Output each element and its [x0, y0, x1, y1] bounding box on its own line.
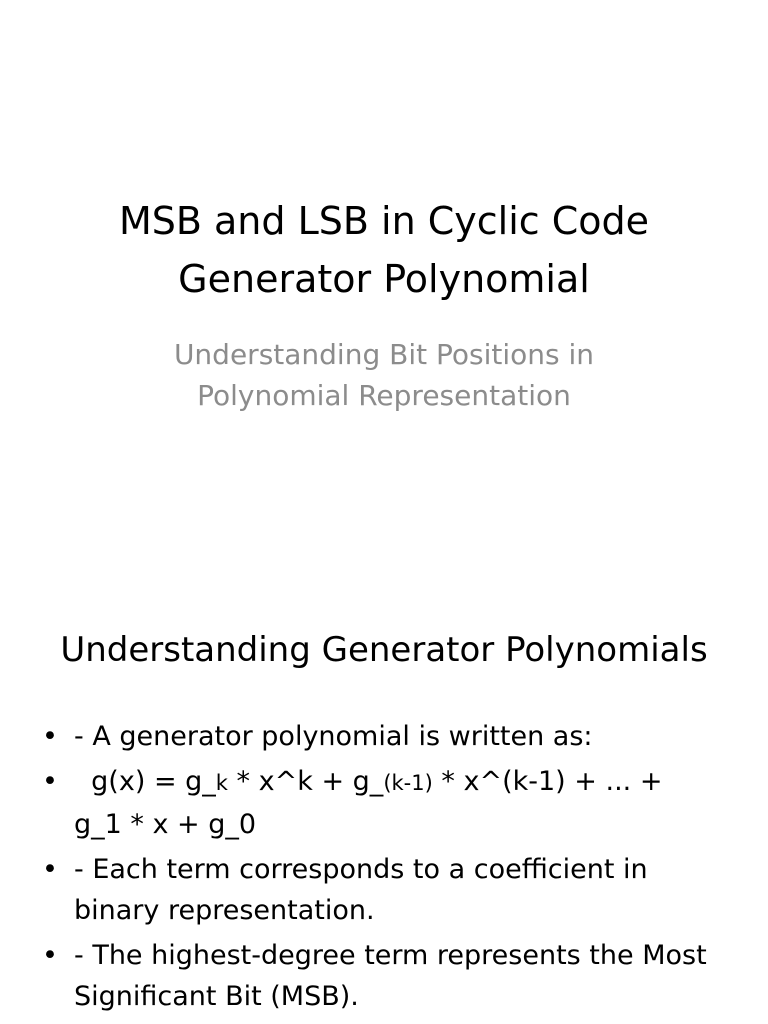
content-slide-title: Understanding Generator Polynomials: [60, 630, 708, 670]
bullet-text: - A generator polynomial is written as:: [74, 721, 593, 752]
bullet-item: [38, 716, 718, 757]
formula-part: g(x) = g_: [74, 766, 216, 797]
bullet-icon: •: [42, 721, 58, 752]
formula-part: * x^k + g_: [227, 766, 384, 797]
bullet-list: [38, 716, 718, 1021]
bullet-icon: •: [42, 766, 58, 797]
subtitle-line-2: Polynomial Representation: [197, 379, 571, 412]
bullet-icon: •: [42, 940, 58, 971]
bullet-text: - Each term corresponds to a coefficient in binary representation.: [74, 854, 648, 926]
title-line-2: Generator Polynomial: [178, 257, 590, 301]
bullet-text: - The highest-degree term represents the Most Significant Bit (MSB).: [74, 940, 707, 1012]
bullet-item: [38, 761, 718, 845]
bullet-item: [38, 849, 718, 931]
subtitle-line-1: Understanding Bit Positions in: [173, 338, 595, 371]
slide-subtitle: [100, 334, 668, 416]
bullet-icon: •: [42, 854, 58, 885]
formula-subscript: k: [215, 771, 228, 795]
formula-text: [74, 766, 671, 840]
formula-subscript: (k-1): [383, 771, 433, 795]
bullet-item: [38, 935, 718, 1017]
slide-title: [40, 192, 728, 308]
formula-part: * x^(k-1) + ... + g_1 * x + g_0: [74, 766, 672, 840]
title-line-1: MSB and LSB in Cyclic Code: [118, 199, 650, 243]
content-slide: [0, 576, 768, 1024]
